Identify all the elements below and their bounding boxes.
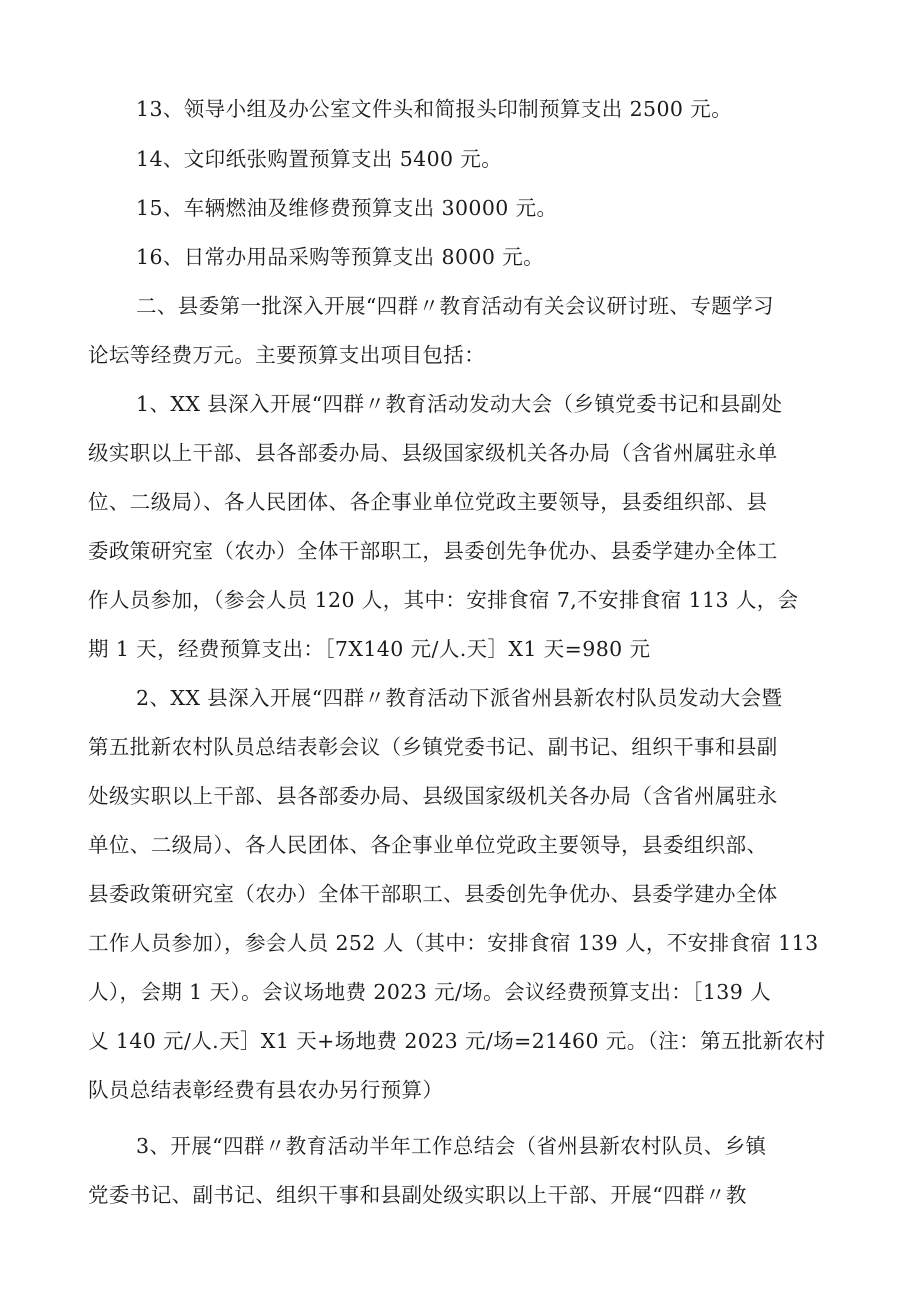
paragraph-1-line-4: 委政策研究室（农办）全体干部职工，县委创先争优办、县委学建办全体工 [88, 539, 778, 563]
item-15-line: 15、车辆燃油及维修费预算支出 30000 元。 [136, 196, 558, 220]
paragraph-2-line-2: 第五批新农村队员总结表彰会议（乡镇党委书记、副书记、组织干事和县副 [88, 735, 778, 759]
paragraph-1-line-6: 期 1 天，经费预算支出：［7X140 元/人.天］X1 天=980 元 [88, 637, 651, 661]
paragraph-3-line-2: 党委书记、副书记、组织干事和县副处级实职以上干部、开展“四群〃教 [88, 1183, 747, 1207]
paragraph-2-line-7: 人），会期 1 天）。会议场地费 2023 元/场。会议经费预算支出：［139 人 [88, 980, 771, 1004]
paragraph-2-line-6: 工作人员参加），参会人员 252 人（其中：安排食宿 139 人，不安排食宿 113 [88, 931, 819, 955]
item-14-line: 14、文印纸张购置预算支出 5400 元。 [136, 147, 503, 171]
paragraph-3-line-1: 3、开展“四群〃教育活动半年工作总结会（省州县新农村队员、乡镇 [136, 1134, 767, 1158]
item-16-line: 16、日常办用品采购等预算支出 8000 元。 [136, 245, 544, 269]
item-13-line: 13、领导小组及办公室文件头和简报头印制预算支出 2500 元。 [136, 97, 733, 121]
paragraph-1-line-5: 作人员参加，（参会人员 120 人，其中：安排食宿 7,不安排食宿 113 人，会 [88, 588, 799, 612]
paragraph-2-line-9: 队员总结表彰经费有县农办另行预算） [88, 1078, 444, 1102]
paragraph-1-line-1: 1、XX 县深入开展“四群〃教育活动发动大会（乡镇党委书记和县副处 [136, 392, 783, 416]
section-2-heading-line-1: 二、县委第一批深入开展“四群〃教育活动有关会议研讨班、专题学习 [136, 294, 774, 318]
paragraph-2-line-4: 单位、二级局）、各人民团体、各企事业单位党政主要领导，县委组织部、 [88, 833, 768, 857]
paragraph-2-line-8: 乂 140 元/人.天］X1 天+场地费 2023 元/场=21460 元。（注：第五批新农村 [88, 1029, 826, 1053]
paragraph-1-line-2: 级实职以上干部、县各部委办局、县级国家级机关各办局（含省州属驻永单 [88, 441, 778, 465]
paragraph-2-line-5: 县委政策研究室（农办）全体干部职工、县委创先争优办、县委学建办全体 [88, 882, 778, 906]
paragraph-1-line-3: 位、二级局）、各人民团体、各企事业单位党政主要领导，县委组织部、县 [88, 490, 768, 514]
section-2-heading-line-2: 论坛等经费万元。主要预算支出项目包括： [88, 343, 486, 367]
paragraph-2-line-3: 处级实职以上干部、县各部委办局、县级国家级机关各办局（含省州属驻永 [88, 784, 778, 808]
paragraph-2-line-1: 2、XX 县深入开展“四群〃教育活动下派省州县新农村队员发动大会暨 [136, 686, 783, 710]
